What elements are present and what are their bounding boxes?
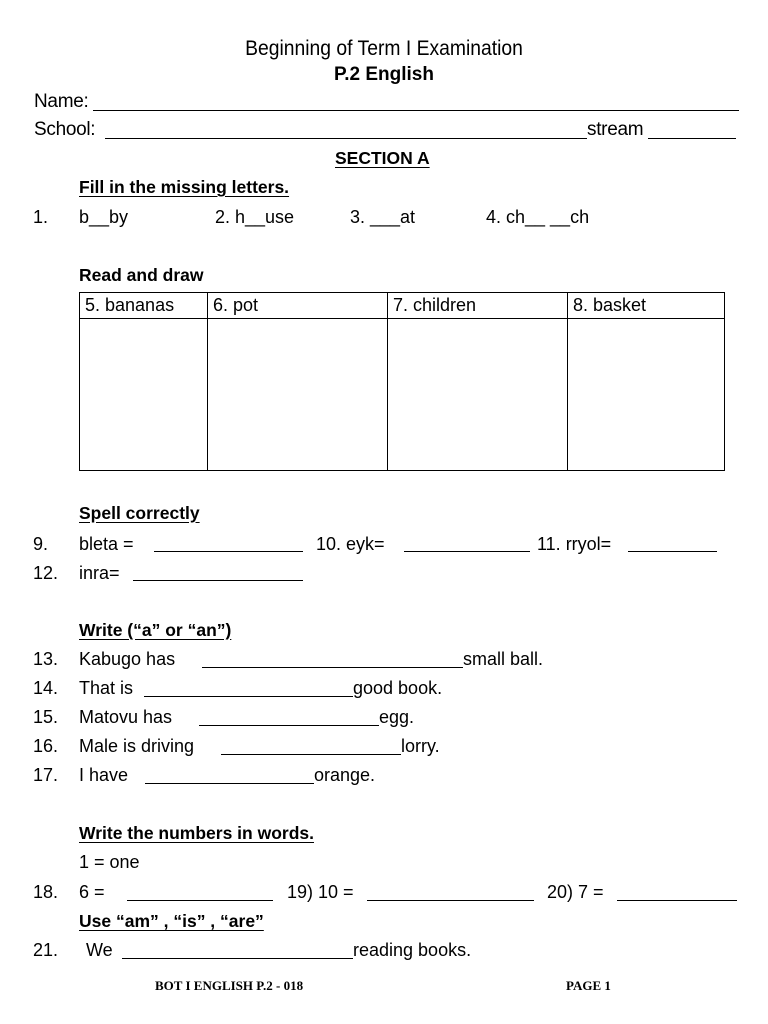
question-number: 17. xyxy=(33,765,59,785)
question-text: Male is driving xyxy=(79,736,195,756)
answer-line[interactable] xyxy=(154,551,303,552)
question-text: That is xyxy=(79,678,134,698)
name-field-line[interactable] xyxy=(93,110,739,111)
answer-line[interactable] xyxy=(221,754,401,755)
answer-line[interactable] xyxy=(199,725,379,726)
read-draw-heading: Read and draw xyxy=(79,265,204,285)
answer-line[interactable] xyxy=(144,696,353,697)
answer-line[interactable] xyxy=(404,551,530,552)
question-text: 20) 7 = xyxy=(547,882,604,902)
question-text: Matovu has xyxy=(79,707,173,727)
question-text: good book. xyxy=(353,678,443,698)
question-text: I have xyxy=(79,765,129,785)
question-text: 6 = xyxy=(79,882,105,902)
question-number: 14. xyxy=(33,678,59,698)
question-text: small ball. xyxy=(463,649,544,669)
question-number: 12. xyxy=(33,563,59,583)
footer-code: BOT I ENGLISH P.2 - 018 xyxy=(155,978,304,993)
answer-line[interactable] xyxy=(133,580,303,581)
answer-line[interactable] xyxy=(367,900,534,901)
drawing-box[interactable] xyxy=(80,319,208,471)
question-text: bleta = xyxy=(79,534,134,554)
missing-letter-item: b__by xyxy=(79,207,129,227)
question-text: 11. rryol= xyxy=(537,534,612,554)
question-number: 16. xyxy=(33,736,59,756)
question-text: egg. xyxy=(379,707,415,727)
missing-letter-item: 2. h__use xyxy=(215,207,295,227)
example-text: 1 = one xyxy=(79,852,140,872)
question-text: We xyxy=(86,940,113,960)
question-number: 9. xyxy=(33,534,49,554)
question-text: Kabugo has xyxy=(79,649,176,669)
missing-letter-item: 4. ch__ __ch xyxy=(486,207,590,227)
exam-title: Beginning of Term I Examination xyxy=(245,37,523,60)
drawing-box[interactable] xyxy=(208,319,388,471)
drawing-table xyxy=(79,292,725,471)
drawing-box[interactable] xyxy=(568,319,725,471)
question-text: reading books. xyxy=(353,940,472,960)
answer-line[interactable] xyxy=(127,900,273,901)
a-an-heading: Write (“a” or “an”) xyxy=(79,620,232,640)
answer-line[interactable] xyxy=(145,783,314,784)
section-a-heading: SECTION A xyxy=(335,148,430,168)
missing-letter-item: 3. ___at xyxy=(350,207,416,227)
question-text: 19) 10 = xyxy=(287,882,354,902)
answer-line[interactable] xyxy=(617,900,737,901)
drawing-column-header: 8. basket xyxy=(568,293,725,319)
question-number: 1. xyxy=(33,207,49,227)
name-label: Name: xyxy=(34,91,89,112)
question-number: 13. xyxy=(33,649,59,669)
answer-line[interactable] xyxy=(628,551,717,552)
drawing-box[interactable] xyxy=(388,319,568,471)
drawing-column-header: 5. bananas xyxy=(80,293,208,319)
answer-line[interactable] xyxy=(202,667,463,668)
question-number: 21. xyxy=(33,940,59,960)
question-text: 10. eyk= xyxy=(316,534,385,554)
school-label: School: xyxy=(34,119,96,140)
drawing-column-header: 6. pot xyxy=(208,293,388,319)
spell-heading: Spell correctly xyxy=(79,503,200,523)
stream-label: stream xyxy=(587,119,644,140)
missing-letters-heading: Fill in the missing letters. xyxy=(79,177,290,197)
drawing-column-header: 7. children xyxy=(388,293,568,319)
question-text: inra= xyxy=(79,563,120,583)
question-text: orange. xyxy=(314,765,376,785)
am-is-are-heading: Use “am” , “is” , “are” xyxy=(79,911,264,931)
question-number: 18. xyxy=(33,882,59,902)
answer-line[interactable] xyxy=(122,958,353,959)
question-number: 15. xyxy=(33,707,59,727)
stream-field-line[interactable] xyxy=(648,138,736,139)
question-text: lorry. xyxy=(401,736,440,756)
numbers-heading: Write the numbers in words. xyxy=(79,823,314,843)
page-number: PAGE 1 xyxy=(566,978,611,993)
school-field-line[interactable] xyxy=(105,138,587,139)
exam-subject: P.2 English xyxy=(334,64,434,85)
